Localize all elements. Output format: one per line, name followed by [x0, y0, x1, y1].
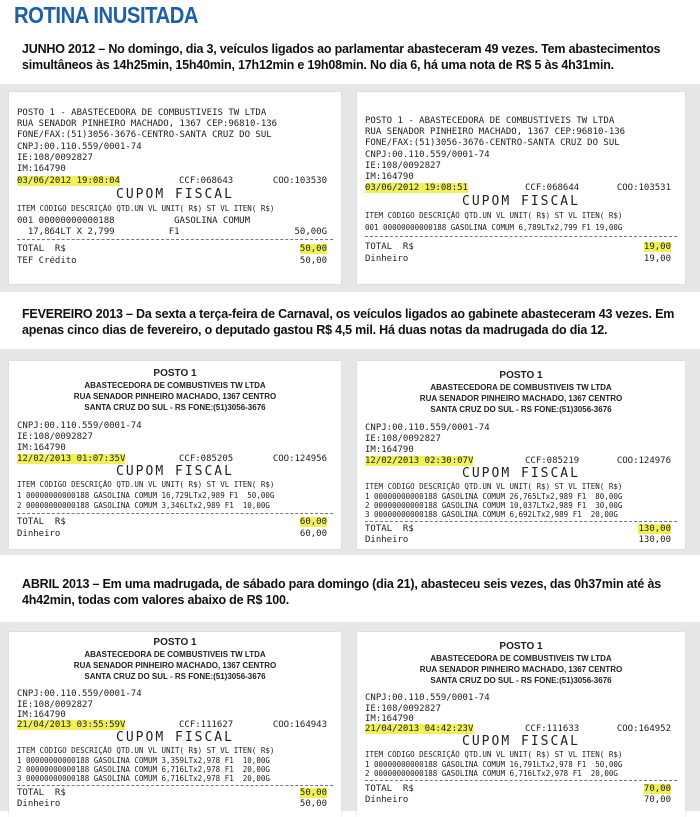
- receipt-item: 1 00000000000188 GASOLINA COMUM 3,359LTx2,978 F1 10,00G: [17, 756, 270, 765]
- receipt-item: 001 00000000000188 GASOLINA COMUM: [17, 216, 250, 226]
- receipt-city-phone: SANTA CRUZ DO SUL - RS FONE:(51)3056-3676: [84, 403, 266, 412]
- receipt: [357, 361, 685, 549]
- receipt-station-name: POSTO 1: [153, 637, 197, 648]
- receipt-divider: [17, 785, 333, 786]
- receipt-payment: 50,00: [299, 799, 327, 809]
- receipt-header-line: POSTO 1 - ABASTECEDORA DE COMBUSTIVEIS TW LTDA: [17, 108, 267, 118]
- receipt-cupom-fiscal: CUPOM FISCAL: [116, 730, 234, 745]
- receipt-ccf: CCF:085219: [525, 456, 580, 466]
- section-june-2012: [0, 84, 700, 292]
- caption-june-2012: JUNHO 2012 – No domingo, dia 3, veículos ligados ao parlamentar abasteceram 49 vezes. Tem abastecimentos simultâneos às 14h25min, 15h40min, 17h12min e 19h08min. No dia 6, há uma nota de R$ 5 às 4h31min.: [22, 42, 661, 72]
- receipt-coo: COO:164943: [272, 720, 327, 730]
- receipt-divider: [365, 780, 677, 781]
- receipt-im: IM:164790: [365, 714, 414, 724]
- receipt-cnpj: CNPJ:00.110.559/0001-74: [365, 423, 490, 433]
- receipt-item: 2 00000000000188 GASOLINA COMUM 6,716LTx2,978 F1 20,00G: [17, 765, 270, 774]
- receipt-ccf: CCF:111633: [525, 724, 580, 734]
- receipt-payment: 130,00: [638, 535, 671, 545]
- receipt-total-label: TOTAL R$: [365, 784, 414, 794]
- receipt: [9, 92, 341, 284]
- receipt-company: ABASTECEDORA DE COMBUSTIVEIS TW LTDA: [430, 383, 612, 392]
- receipt-datetime: 03/06/2012 19:08:04: [17, 176, 120, 186]
- receipt-datetime: 12/02/2013 01:07:35V: [17, 454, 126, 464]
- section-april-2013: [0, 622, 700, 811]
- receipt-cnpj: CNPJ:00.110.559/0001-74: [17, 142, 142, 152]
- receipt-ccf: CCF:068643: [179, 176, 234, 186]
- receipt-total: 70,00: [643, 784, 671, 794]
- receipt-ie: IE:108/0092827: [365, 704, 441, 714]
- receipt-total-label: TOTAL R$: [365, 242, 414, 252]
- receipt-payment: 50,00: [299, 256, 327, 266]
- receipt-header-line: POSTO 1 - ABASTECEDORA DE COMBUSTIVEIS TW LTDA: [365, 116, 615, 126]
- receipt-phone: FONE/FAX:(51)3056-3676-CENTRO-SANTA CRUZ DO SUL: [365, 138, 620, 148]
- receipt-columns: ITEM CÓDIGO DESCRIÇÃO QTD.UN VL UNIT( R$) ST VL ITEN( R$): [365, 750, 623, 759]
- receipt-divider: [365, 521, 677, 522]
- receipt: [9, 632, 341, 817]
- receipt-item: 1 00000000000188 GASOLINA COMUM 16,729LTx2,989 F1 50,00G: [17, 491, 275, 500]
- receipt-ie: IE:108/0092827: [17, 153, 93, 163]
- receipt-cnpj: CNPJ:00.110.559/0001-74: [365, 693, 490, 703]
- receipt-item: 2 00000000000188 GASOLINA COMUM 3,346LTx2,989 F1 10,00G: [17, 501, 270, 510]
- receipt-address: RUA SENADOR PINHEIRO MACHADO, 1367 CEP:96810-136: [365, 127, 626, 137]
- receipt-payment: 60,00: [299, 529, 327, 539]
- receipt-datetime: 12/02/2013 02:30:07V: [365, 456, 474, 466]
- caption-february-2013: FEVEREIRO 2013 – Da sexta a terça-feira de Carnaval, os veículos ligados ao gabinete abasteceram 43 vezes. Em apenas cinco dias de fevereiro, o deputado gastou R$ 4,5 mil. Há duas notas da madrugada do dia 12.: [22, 307, 675, 337]
- receipt-ccf: CCF:111627: [179, 720, 234, 730]
- receipt-ie: IE:108/0092827: [365, 434, 441, 444]
- receipt-item: 3 00000000000188 GASOLINA COMUM 6,716LTx2,978 F1 20,00G: [17, 774, 270, 783]
- receipt-columns: ITEM CÓDIGO DESCRIÇÃO QTD.UN VL UNIT( R$) ST VL ITEN( R$): [17, 204, 275, 213]
- receipt-total-label: TOTAL R$: [17, 788, 66, 798]
- receipt-company: ABASTECEDORA DE COMBUSTIVEIS TW LTDA: [84, 381, 266, 390]
- receipt-cupom-fiscal: CUPOM FISCAL: [462, 466, 580, 481]
- receipt-address: RUA SENADOR PINHEIRO MACHADO, 1367 CEP:96810-136: [17, 119, 278, 129]
- receipt-city-phone: SANTA CRUZ DO SUL - RS FONE:(51)3056-3676: [430, 405, 612, 414]
- receipt-item-detail: 17,864LT X 2,799 F1: [17, 227, 180, 237]
- receipt-payment-label: Dinheiro: [17, 799, 61, 809]
- receipt-divider: [365, 236, 677, 237]
- receipt-payment-label: TEF Crédito: [17, 256, 77, 266]
- receipt-ie: IE:108/0092827: [365, 161, 441, 171]
- receipt-payment: 70,00: [643, 795, 671, 805]
- section-february-2013: [0, 349, 700, 555]
- receipt-item: 2 00000000000188 GASOLINA COMUM 6,716LTx2,978 F1 20,00G: [365, 769, 618, 778]
- receipt-im: IM:164790: [365, 172, 414, 182]
- receipt-total: 50,00: [299, 788, 327, 798]
- page-title: ROTINA INUSITADA: [14, 2, 199, 28]
- receipt-divider: [17, 239, 333, 240]
- receipt-cupom-fiscal: CUPOM FISCAL: [462, 194, 580, 209]
- receipt-phone: FONE/FAX:(51)3056-3676-CENTRO-SANTA CRUZ DO SUL: [17, 130, 272, 140]
- receipt-ie: IE:108/0092827: [17, 700, 93, 710]
- receipt-ccf: CCF:085205: [179, 454, 234, 464]
- receipt-address: RUA SENADOR PINHEIRO MACHADO, 1367 CENTRO: [73, 661, 277, 670]
- receipt: [9, 361, 341, 549]
- receipt-city-phone: SANTA CRUZ DO SUL - RS FONE:(51)3056-3676: [430, 676, 612, 685]
- receipt-address: RUA SENADOR PINHEIRO MACHADO, 1367 CENTRO: [419, 394, 623, 403]
- receipt-cupom-fiscal: CUPOM FISCAL: [116, 464, 234, 479]
- caption-april-2013: ABRIL 2013 – Em uma madrugada, de sábado para domingo (dia 21), abasteceu seis vezes, das 0h37min até às 4h42min, todas com valores abaixo de R$ 100.: [22, 577, 661, 607]
- receipt-payment: 19,00: [643, 254, 671, 264]
- receipt-station-name: POSTO 1: [499, 370, 543, 381]
- receipt-columns: ITEM CÓDIGO DESCRIÇÃO QTD.UN VL UNIT( R$) ST VL ITEN( R$): [365, 482, 623, 491]
- receipt-im: IM:164790: [17, 443, 66, 453]
- receipt-total-label: TOTAL R$: [17, 517, 66, 527]
- receipt-item: 3 00000000000188 GASOLINA COMUM 6,692LTx2,989 F1 20,00G: [365, 510, 618, 519]
- receipt-total: 50,00: [299, 244, 327, 254]
- receipt: [357, 92, 685, 284]
- receipt-item: 1 00000000000188 GASOLINA COMUM 16,791LTx2,978 F1 50,00G: [365, 760, 623, 769]
- receipt-payment-label: Dinheiro: [365, 795, 409, 805]
- receipt-cupom-fiscal: CUPOM FISCAL: [116, 187, 234, 202]
- receipt-divider: [17, 513, 333, 514]
- receipt-cnpj: CNPJ:00.110.559/0001-74: [17, 421, 142, 431]
- receipt-address: RUA SENADOR PINHEIRO MACHADO, 1367 CENTRO: [73, 392, 277, 401]
- receipt-payment-label: Dinheiro: [365, 254, 409, 264]
- receipt-datetime: 21/04/2013 04:42:23V: [365, 724, 474, 734]
- receipt-datetime: 03/06/2012 19:08:51: [365, 183, 468, 193]
- receipt-address: RUA SENADOR PINHEIRO MACHADO, 1367 CENTRO: [419, 665, 623, 674]
- receipt-cupom-fiscal: CUPOM FISCAL: [462, 734, 580, 749]
- receipt-cnpj: CNPJ:00.110.559/0001-74: [17, 689, 142, 699]
- receipt-total: 60,00: [299, 517, 327, 527]
- receipt-station-name: POSTO 1: [499, 641, 543, 652]
- receipt-cnpj: CNPJ:00.110.559/0001-74: [365, 150, 490, 160]
- receipt-city-phone: SANTA CRUZ DO SUL - RS FONE:(51)3056-3676: [84, 672, 266, 681]
- receipt-coo: COO:103530: [272, 176, 327, 186]
- receipt-ie: IE:108/0092827: [17, 432, 93, 442]
- receipt-coo: COO:103531: [616, 183, 671, 193]
- receipt-item: 1 00000000000188 GASOLINA COMUM 26,765LTx2,989 F1 80,00G: [365, 492, 623, 501]
- receipt-item-value: 50,00G: [294, 227, 327, 237]
- receipt-im: IM:164790: [17, 164, 66, 174]
- receipt-payment-label: Dinheiro: [365, 535, 409, 545]
- receipt-columns: ITEM CÓDIGO DESCRIÇÃO QTD.UN VL UNIT( R$) ST VL ITEN( R$): [365, 211, 623, 220]
- receipt-datetime: 21/04/2013 03:55:59V: [17, 720, 126, 730]
- receipt-im: IM:164790: [365, 445, 414, 455]
- receipt-coo: COO:124956: [272, 454, 327, 464]
- receipt-coo: COO:164952: [616, 724, 671, 734]
- receipt-columns: ITEM CÓDIGO DESCRIÇÃO QTD.UN VL UNIT( R$) ST VL ITEN( R$): [17, 480, 275, 489]
- receipt: [357, 632, 685, 817]
- receipt-total-label: TOTAL R$: [365, 524, 414, 534]
- receipt-station-name: POSTO 1: [153, 368, 197, 379]
- receipt-item: 001 00000000000188 GASOLINA COMUM 6,789LTx2,799 F1 19,00G: [365, 223, 623, 232]
- receipt-total-label: TOTAL R$: [17, 244, 66, 254]
- receipt-ccf: CCF:068644: [525, 183, 580, 193]
- receipt-im: IM:164790: [17, 710, 66, 720]
- receipt-item: 2 00000000000188 GASOLINA COMUM 10,037LTx2,989 F1 30,00G: [365, 501, 623, 510]
- receipt-company: ABASTECEDORA DE COMBUSTIVEIS TW LTDA: [430, 654, 612, 663]
- receipt-total: 19,00: [643, 242, 671, 252]
- receipt-total: 130,00: [638, 524, 671, 534]
- receipt-coo: COO:124976: [616, 456, 671, 466]
- receipt-company: ABASTECEDORA DE COMBUSTIVEIS TW LTDA: [84, 650, 266, 659]
- receipt-payment-label: Dinheiro: [17, 529, 61, 539]
- receipt-columns: ITEM CÓDIGO DESCRIÇÃO QTD.UN VL UNIT( R$) ST VL ITEN( R$): [17, 746, 275, 755]
